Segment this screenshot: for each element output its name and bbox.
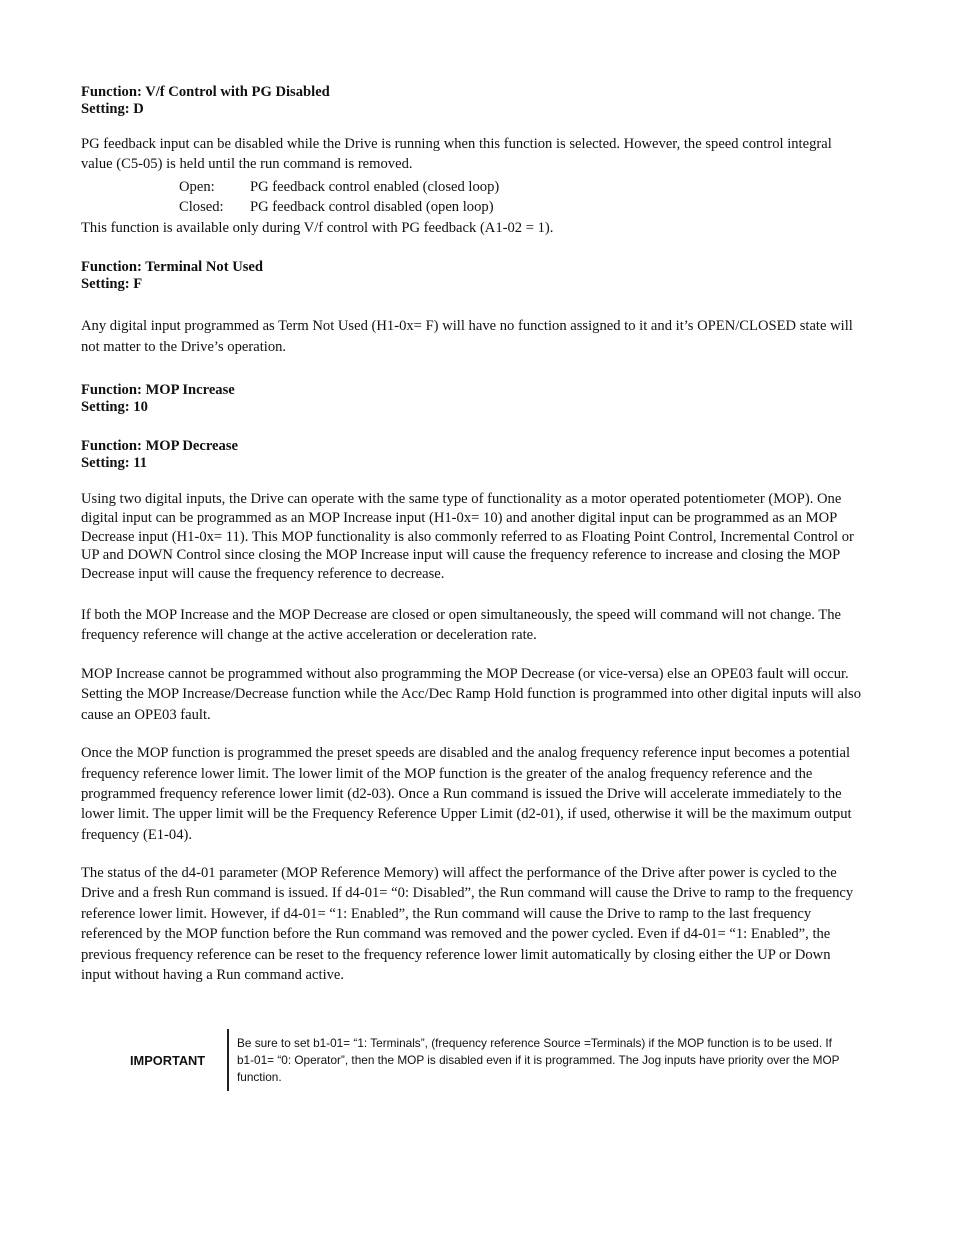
important-text: Be sure to set b1-01= “1: Terminals”, (frequency reference Source =Terminals) if the MOP function is to be used. If b1-01= “0: Operator”, then the MOP is disabled even if it is programmed. The Jog inputs have priority over the MOP function. [237,1036,840,1084]
mop-paragraph-5: The status of the d4-01 parameter (MOP Reference Memory) will affect the performance of the Drive after power is cycled to the Drive and a fresh Run command is issued. If d4-01= “0: Disabled”, the Run command will cause the Drive to ramp to the frequency reference lower limit. However, if d4-01= “1: Enabled”, the Run command will cause the Drive to ramp to the last frequency referenced by the MOP function before the Run command was removed and the power cycled. Even if d4-01= “1: Enabled”, the previous frequency reference can be reset to the frequency reference lower limit automatically by closing either the UP or Down input without having a Run command active. [81,864,854,983]
vf-setting-heading: Setting: D [81,101,144,117]
vf-option-closed-key: Closed: [179,198,224,215]
mop-paragraph-1: Using two digital inputs, the Drive can operate with the same type of functionality as a motor operated potentiometer (MOP). One digital input can be programmed as an MOP Increase input (H1-0x= 10) and another digital input can be programmed as an MOP Decrease input (H1-0x= 11). This MOP functionality is also commonly referred to as Floating Point Control, Incremental Control or UP and DOWN Control since closing the MOP Increase input will cause the frequency reference to increase and closing the MOP Decrease input will cause the frequency reference to decrease. [81,491,854,583]
vf-option-open [81,177,864,197]
term-function-heading: Function: Terminal Not Used [81,259,264,275]
vf-option-open-value: PG feedback control enabled (closed loop) [250,179,500,195]
important-divider [227,1029,229,1091]
vf-description: PG feedback input can be disabled while the Drive is running when this function is selected. However, the speed control integral value (C5-05) is held until the run command is removed. [81,136,832,172]
term-description: Any digital input programmed as Term Not Used (H1-0x= F) will have no function assigned to it and it’s OPEN/CLOSED state will not matter to the Drive’s operation. [81,318,853,355]
mop-increase-heading: Function: MOP Increase [81,382,235,398]
mop-paragraph-4: Once the MOP function is programmed the preset speeds are disabled and the analog frequency reference input becomes a potential frequency reference lower limit. The lower limit of the MOP function is the greater of the analog frequency reference and the programmed frequency reference lower limit (d2-03). Once a Run command is issued the Drive will accelerate immediately to the lower limit. The upper limit will be the Frequency Reference Upper Limit (d2-01), if used, otherwise it will be the maximum output frequency (E1-04). [81,745,852,843]
vf-option-open-key: Open: [179,179,215,195]
mop-decrease-heading: Function: MOP Decrease [81,438,238,454]
document-body [81,84,864,985]
important-note [130,1029,850,1091]
vf-note: This function is available only during V/f control with PG feedback (A1-02 = 1). [81,220,554,236]
vf-function-heading: Function: V/f Control with PG Disabled [81,84,330,100]
important-label: IMPORTANT [130,1053,206,1068]
mop-paragraph-2: If both the MOP Increase and the MOP Decrease are closed or open simultaneously, the speed will command will not change. The frequency reference will change at the active acceleration or deceleration rate. [81,606,842,643]
mop-decrease-setting: Setting: 11 [81,455,148,471]
vf-option-closed-value: PG feedback control disabled (open loop) [250,198,494,215]
vf-option-closed [81,197,864,217]
mop-increase-setting: Setting: 10 [81,399,148,415]
mop-paragraph-3: MOP Increase cannot be programmed without also programming the MOP Decrease (or vice-versa) else an OPE03 fault will occur. Setting the MOP Increase/Decrease function while the Acc/Dec Ramp Hold function is programmed into other digital inputs will also cause an OPE03 fault. [81,665,862,723]
term-setting-heading: Setting: F [81,276,143,292]
